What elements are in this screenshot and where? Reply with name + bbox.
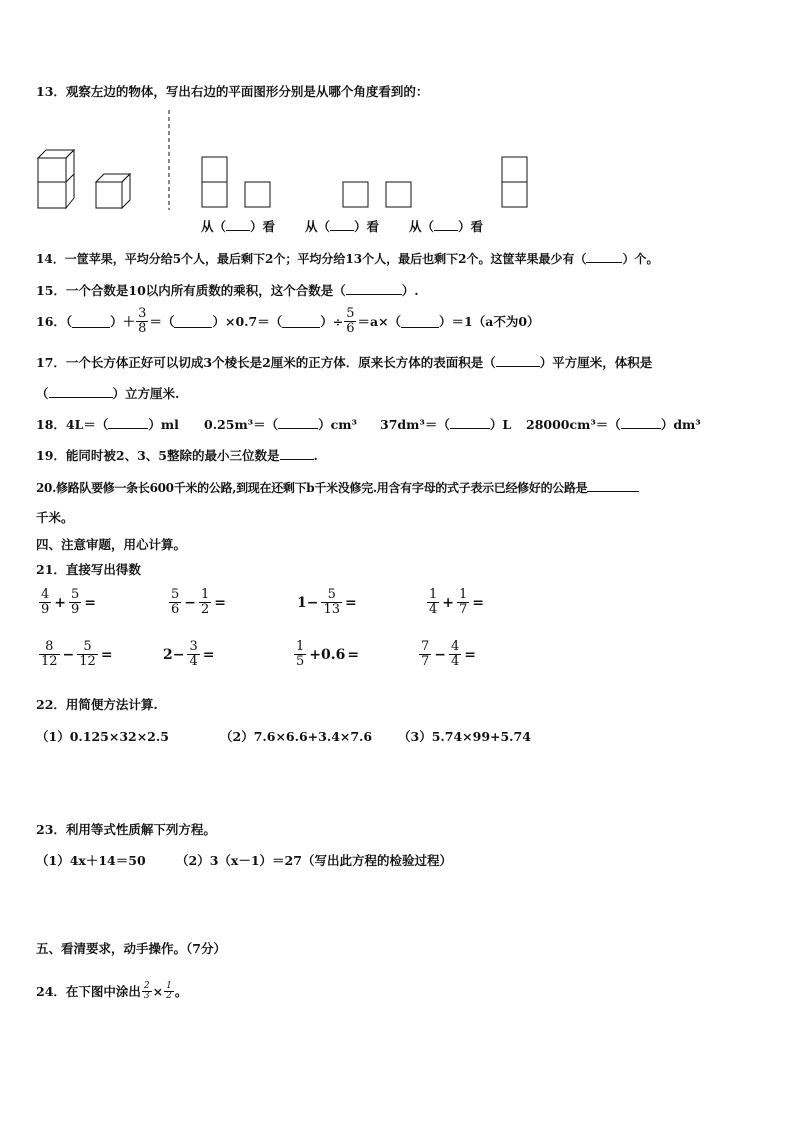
q23-text: 23．利用等式性质解下列方程。 (36, 822, 216, 837)
q16-blank-2[interactable] (174, 315, 212, 328)
stacked-cubes-drawing (38, 150, 74, 208)
view-1-blank[interactable] (226, 218, 250, 231)
q18-a: 18．4L＝（ ）ml (36, 417, 179, 432)
q21-item-3: 1− $\frac{5}{13}$ = (297, 587, 357, 617)
view-2-blank[interactable] (330, 218, 354, 231)
q17-line1: 17．一个长方体正好可以切成3个棱长是2厘米的正方体．原来长方体的表面积是（ ）平方厘米，体积是 (36, 355, 653, 370)
q16-frac-1: $\frac{3}{8}$ (138, 306, 147, 336)
q16: 16．（ ）＋ $\frac{3}{8}$ ＝（ ）×0.7＝（ ）÷ $\frac{5}{6}$ ＝a×（ ）＝1（a不为0） (36, 306, 540, 336)
view-3-blank[interactable] (434, 218, 458, 231)
q21-item-7: $\frac{1}{5}$ +0.6 = (296, 639, 360, 669)
view-3-shape (502, 157, 527, 207)
q15: 15．一个合数是10以内所有质数的乘积，这个合数是（ ）. (36, 283, 419, 298)
q18-blank-1[interactable] (108, 416, 148, 429)
q22-item-3: （3）5.74×99+5.74 (398, 729, 531, 744)
q19-blank[interactable] (280, 447, 314, 460)
view-3-label: 从（ ）看 (409, 219, 484, 234)
q14: 14．一筐苹果，平均分给5个人，最后剩下2个；平均分给13个人，最后也剩下2个。这筐苹果最少有（ ）个。 (36, 252, 659, 266)
q21-item-2: $\frac{5}{6}$ − $\frac{1}{2}$ = (171, 587, 227, 617)
q17-blank-1[interactable] (496, 354, 540, 367)
q24: 24．在下图中涂出 $\frac{2}{3}$ × $\frac{1}{2}$ 。 (36, 981, 188, 1001)
q18-c: 37dm³＝（ ）L (380, 417, 512, 432)
q21-text: 21．直接写出得数 (36, 562, 141, 577)
view-1-shape (202, 157, 270, 207)
q21-item-1: $\frac{4}{9}$ + $\frac{5}{9}$ = (41, 587, 97, 617)
q21-item-8: $\frac{7}{7}$ − $\frac{4}{4}$ = (421, 639, 477, 669)
q23-item-2: （2）3（x－1）＝27（写出此方程的检验过程） (176, 853, 452, 868)
q22-item-2: （2）7.6×6.6+3.4×7.6 (220, 729, 373, 744)
single-cube-drawing (96, 174, 130, 208)
q14-blank[interactable] (586, 250, 622, 263)
q17-line2: （ ）立方厘米. (36, 386, 180, 401)
view-2-shape (343, 182, 411, 207)
q23-item-1: （1）4x＋14＝50 (36, 853, 146, 868)
q20-blank[interactable] (587, 479, 639, 492)
q18-blank-4[interactable] (621, 416, 661, 429)
q18-b: 0.25m³＝（ ）cm³ (204, 417, 357, 432)
q19: 19．能同时被2、3、5整除的最小三位数是 . (36, 448, 318, 463)
q20-line1: 20.修路队要修一条长600千米的公路,到现在还剩下b千米没修完.用含有字母的式子表示已经修好的公路是 (36, 479, 639, 496)
q18-d: 28000cm³＝（ ）dm³ (526, 417, 701, 432)
section-5-heading: 五、看清要求，动手操作。（7分） (36, 941, 226, 956)
q17-blank-2[interactable] (49, 385, 113, 398)
q13-figure (0, 0, 794, 240)
q13-text: 13．观察左边的物体，写出右边的平面图形分别是从哪个角度看到的： (36, 84, 429, 99)
q15-blank[interactable] (346, 282, 402, 295)
q21-item-4: $\frac{1}{4}$ + $\frac{1}{7}$ = (429, 587, 485, 617)
q20-line2: 千米。 (36, 510, 74, 525)
q22-text: 22．用简便方法计算. (36, 697, 158, 712)
q16-blank-3[interactable] (282, 315, 320, 328)
q16-blank-4[interactable] (401, 315, 439, 328)
view-1-label: 从（ ）看 (201, 219, 276, 234)
q21-item-6: 2− $\frac{3}{4}$ = (163, 639, 215, 669)
q18-blank-3[interactable] (450, 416, 490, 429)
q16-frac-2: $\frac{5}{6}$ (346, 306, 355, 336)
q18-blank-2[interactable] (278, 416, 318, 429)
q21-item-5: $\frac{8}{12}$ − $\frac{5}{12}$ = (41, 639, 113, 669)
view-2-label: 从（ ）看 (305, 219, 380, 234)
q22-item-1: （1）0.125×32×2.5 (36, 729, 169, 744)
q16-blank-1[interactable] (72, 315, 110, 328)
section-4-heading: 四、注意审题，用心计算。 (36, 537, 187, 552)
